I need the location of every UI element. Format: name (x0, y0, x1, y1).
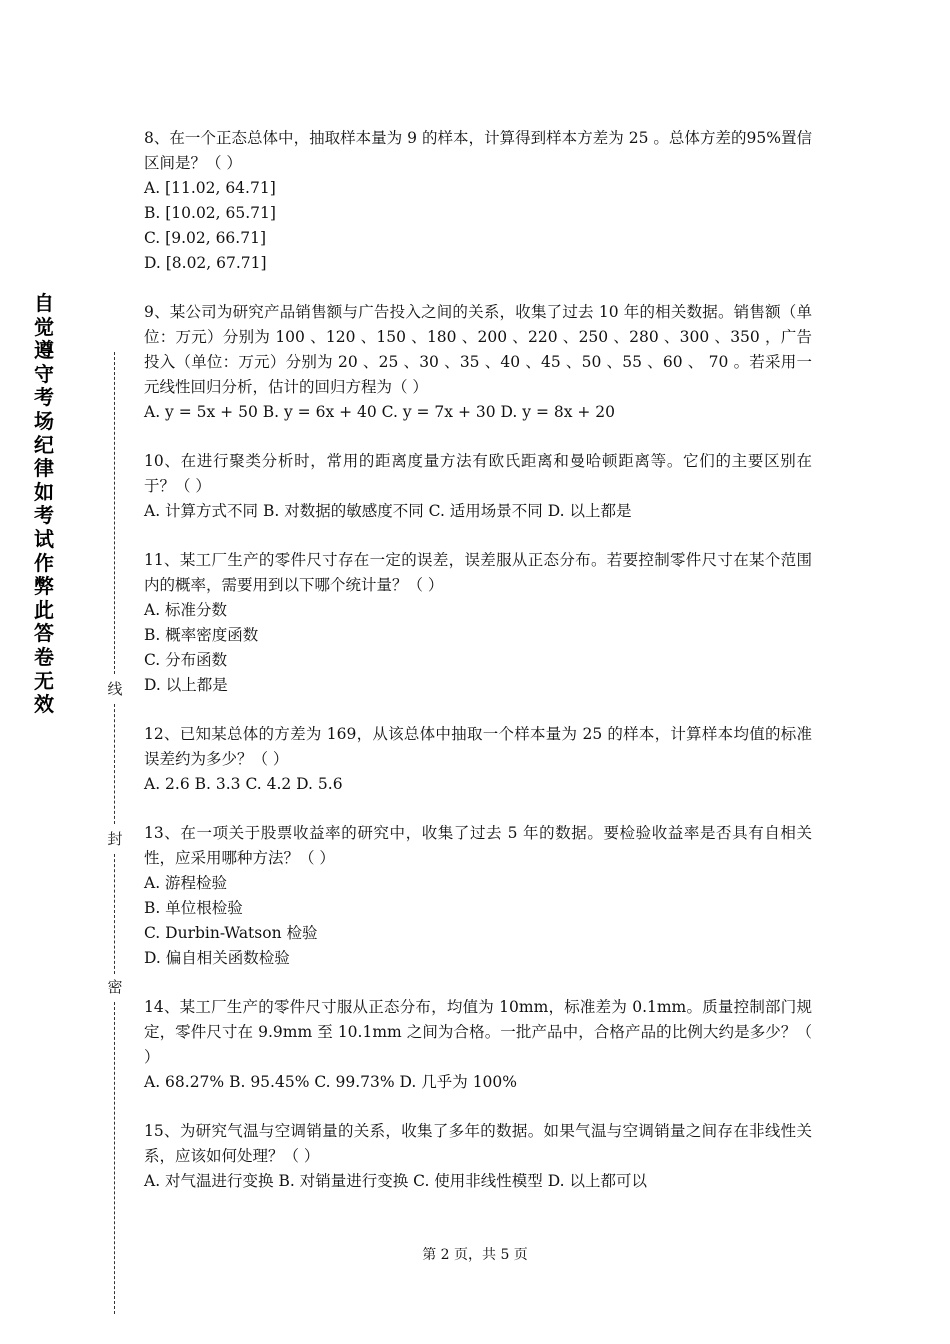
question-stem: 11、某工厂生产的零件尺寸存在一定的误差，误差服从正态分布。若要控制零件尺寸在某个范围内的概率，需要用到以下哪个统计量？（ ） (144, 551, 812, 594)
answer-option: D. 偏自相关函数检验 (144, 949, 290, 967)
seal-line-segment (114, 352, 115, 674)
question-stem: 9、某公司为研究产品销售额与广告投入之间的关系，收集了过去 10 年的相关数据。销售额（单位：万元）分别为 100 、120 、150 、180 、200 、220 、250 、280 、300 、350 ，广告投入（单位：万元）分别为 20 、25 、30 、35 、40 、45 、50 、55 、60 、 70 。若采用一元线性回归分析，估计的回归方程为（ ） (144, 303, 812, 396)
page-number: 第 2 页，共 5 页 (422, 1247, 528, 1263)
question-block (144, 548, 812, 698)
answer-option: D. [8.02, 67.71] (144, 254, 267, 272)
question-block (144, 722, 812, 797)
question-stem: 15、为研究气温与空调销量的关系，收集了多年的数据。如果气温与空调销量之间存在非线性关系，应该如何处理？（ ） (144, 1122, 812, 1165)
exam-discipline-notice: 自觉遵守考场纪律如考试作弊此答卷无效 (34, 291, 54, 717)
seal-line-label-mi: 密 (107, 978, 123, 996)
answer-options (144, 772, 812, 797)
answer-option: A. 对气温进行变换 B. 对销量进行变换 C. 使用非线性模型 D. 以上都可以 (144, 1172, 647, 1190)
seal-line-label-feng: 封 (107, 830, 123, 848)
question-stem: 14、某工厂生产的零件尺寸服从正态分布，均值为 10mm，标准差为 0.1mm。质量控制部门规定，零件尺寸在 9.9mm 至 10.1mm 之间为合格。一批产品中，合格产品的比例大约是多少？（ ） (144, 998, 812, 1066)
question-block (144, 995, 812, 1095)
answer-options (144, 598, 812, 698)
answer-option: A. 标准分数 (144, 601, 228, 619)
question-block (144, 449, 812, 524)
answer-option: A. [11.02, 64.71] (144, 179, 276, 197)
answer-option: C. Durbin-Watson 检验 (144, 924, 318, 942)
question-stem: 10、在进行聚类分析时，常用的距离度量方法有欧氏距离和曼哈顿距离等。它们的主要区别在于？（ ） (144, 452, 812, 495)
question-block (144, 821, 812, 971)
question-block (144, 1119, 812, 1194)
question-stem: 13、在一项关于股票收益率的研究中，收集了过去 5 年的数据。要检验收益率是否具有自相关性，应采用哪种方法？（ ） (144, 824, 812, 867)
answer-option: A. 68.27% B. 95.45% C. 99.73% D. 几乎为 100% (144, 1073, 518, 1091)
question-stem: 12、已知某总体的方差为 169，从该总体中抽取一个样本量为 25 的样本，计算样本均值的标准误差约为多少？（ ） (144, 725, 812, 768)
seal-line-segment (114, 854, 115, 974)
answer-option: D. 以上都是 (144, 676, 228, 694)
answer-option: A. 游程检验 (144, 874, 228, 892)
answer-option: A. y = 5x + 50 B. y = 6x + 40 C. y = 7x + 30 D. y = 8x + 20 (144, 403, 616, 421)
seal-line-label-xian: 线 (107, 680, 123, 698)
answer-options (144, 1169, 812, 1194)
answer-option: B. 概率密度函数 (144, 626, 259, 644)
answer-options (144, 400, 812, 425)
question-list (144, 126, 812, 1218)
answer-option: A. 计算方式不同 B. 对数据的敏感度不同 C. 适用场景不同 D. 以上都是 (144, 502, 632, 520)
question-block (144, 300, 812, 425)
seal-line-segment (114, 704, 115, 824)
answer-option: B. 单位根检验 (144, 899, 243, 917)
answer-options (144, 176, 812, 276)
answer-option: C. 分布函数 (144, 651, 228, 669)
question-block (144, 126, 812, 276)
answer-option: B. [10.02, 65.71] (144, 204, 276, 222)
seal-line-segment (114, 1002, 115, 1314)
answer-option: C. [9.02, 66.71] (144, 229, 266, 247)
answer-options (144, 871, 812, 971)
answer-option: A. 2.6 B. 3.3 C. 4.2 D. 5.6 (144, 775, 343, 793)
answer-options (144, 499, 812, 524)
question-stem: 8、在一个正态总体中，抽取样本量为 9 的样本，计算得到样本方差为 25 。总体方差的95%置信区间是？（ ） (144, 129, 812, 172)
answer-options (144, 1070, 812, 1095)
